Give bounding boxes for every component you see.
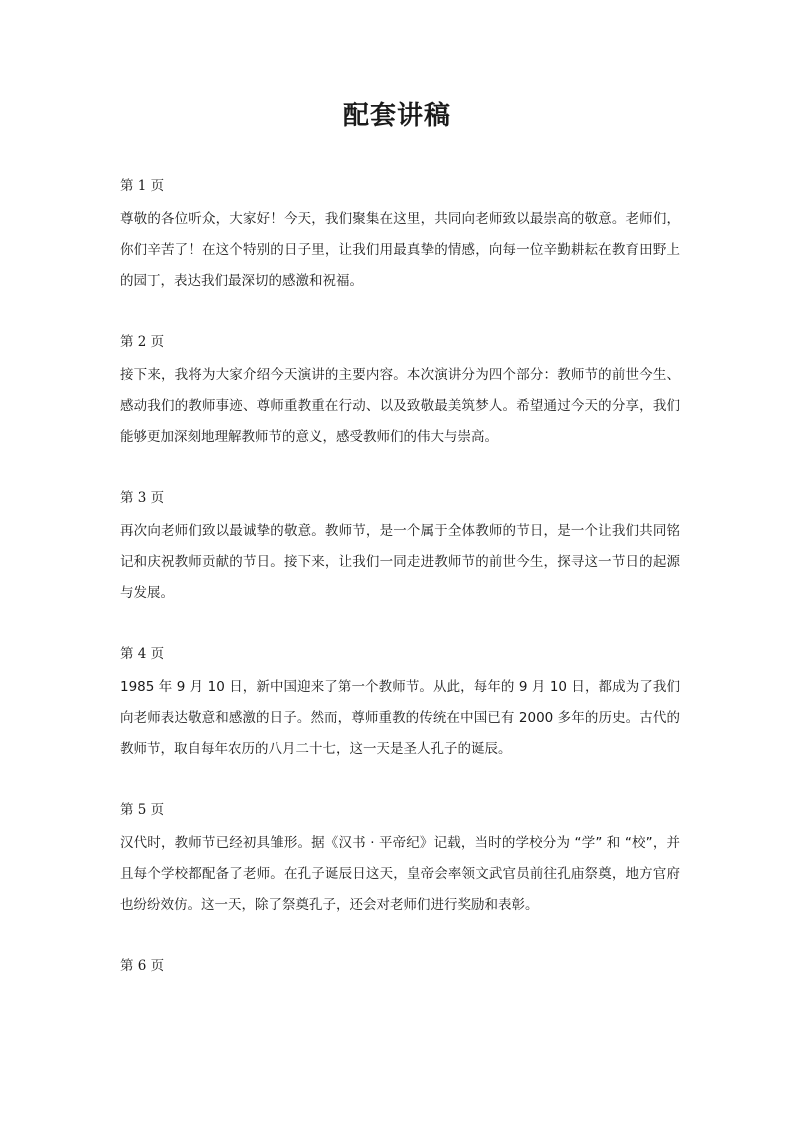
page-section-5 — [120, 800, 680, 921]
page-section-2 — [120, 332, 680, 453]
page-section-1 — [120, 176, 680, 297]
section-body: 汉代时，教师节已经初具雏形。据《汉书 · 平帝纪》记载，当时的学校分为 “学” 和 “校”，并且每个学校都配备了老师。在孔子诞辰日这天，皇帝会率领文武官员前往孔庙祭奠，地方官府也纷纷效仿。这一天，除了祭奠孔子，还会对老师们进行奖励和表彰。 — [120, 835, 680, 913]
document-title: 配套讲稿 — [342, 101, 451, 131]
page-section-3 — [120, 488, 680, 609]
section-body: 1985 年 9 月 10 日，新中国迎来了第一个教师节。从此，每年的 9 月 10 日，都成为了我们向老师表达敬意和感激的日子。然而，尊师重教的传统在中国已有 2000 多年的历史。古代的教师节，取自每年农历的八月二十七，这一天是圣人孔子的诞辰。 — [120, 679, 680, 757]
section-body: 接下来，我将为大家介绍今天演讲的主要内容。本次演讲分为四个部分：教师节的前世今生、感动我们的教师事迹、尊师重教重在行动、以及致敬最美筑梦人。希望通过今天的分享，我们能够更加深刻地理解教师节的意义，感受教师们的伟大与崇高。 — [120, 367, 680, 445]
section-heading: 第 2 页 — [120, 334, 165, 350]
section-heading: 第 1 页 — [120, 178, 165, 194]
section-heading: 第 3 页 — [120, 490, 165, 506]
section-body: 再次向老师们致以最诚挚的敬意。教师节，是一个属于全体教师的节日，是一个让我们共同铭记和庆祝教师贡献的节日。接下来，让我们一同走进教师节的前世今生，探寻这一节日的起源与发展。 — [120, 523, 680, 601]
section-heading: 第 6 页 — [120, 958, 165, 974]
section-heading: 第 4 页 — [120, 646, 165, 662]
section-body: 尊敬的各位听众，大家好！今天，我们聚集在这里，共同向老师致以最崇高的敬意。老师们，你们辛苦了！在这个特别的日子里，让我们用最真挚的情感，向每一位辛勤耕耘在教育田野上的园丁，表达我们最深切的感激和祝福。 — [120, 211, 680, 289]
page-section-4 — [120, 644, 680, 765]
section-heading: 第 5 页 — [120, 802, 165, 818]
page-section-6 — [120, 956, 680, 984]
